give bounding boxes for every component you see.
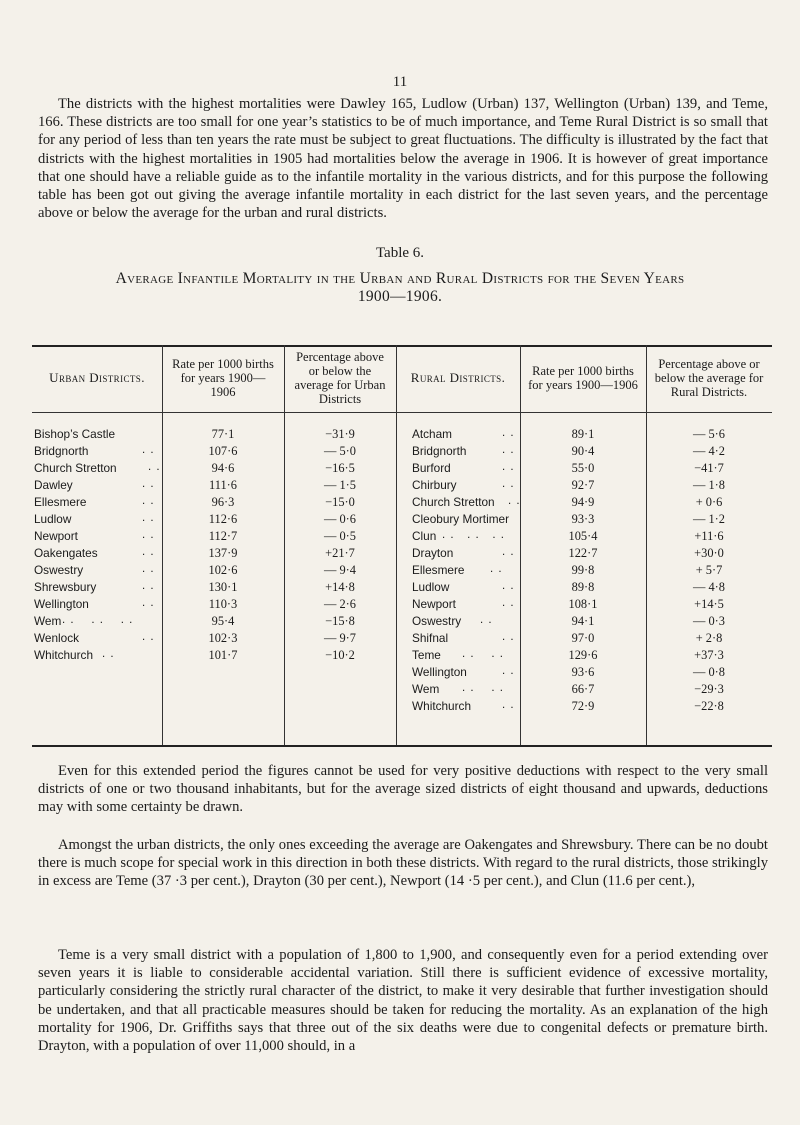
rural-district-name: Drayton — [412, 546, 454, 560]
urban-percentage: — 0·6 — [323, 512, 356, 526]
urban-rate: 137·9 — [208, 546, 238, 560]
urban-rate: 77·1 — [211, 427, 235, 441]
urban-percentage: −16·5 — [325, 461, 355, 475]
rural-percentage: +37·3 — [694, 648, 724, 662]
leader-dots: . . — [142, 478, 155, 490]
urban-percentage: — 9·4 — [323, 563, 356, 577]
urban-rate: 112·7 — [208, 529, 238, 543]
rural-rate: 94·1 — [571, 614, 595, 628]
table-caption — [30, 270, 770, 306]
rural-district-name: Cleobury Mortimer — [412, 512, 510, 526]
urban-percentage: — 5·0 — [323, 444, 356, 458]
leader-dots: . . — [502, 665, 515, 677]
urban-district-name: Whitchurch — [34, 648, 94, 662]
rural-percentage: — 0·8 — [692, 665, 725, 679]
rural-percentage: + 0·6 — [695, 495, 723, 509]
rural-rate: 108·1 — [568, 597, 598, 611]
leader-dots: . . — [148, 461, 161, 473]
rural-rate: 66·7 — [571, 682, 595, 696]
urban-district-name: Church Stretton — [34, 461, 117, 475]
rural-district-name: Clun — [412, 529, 437, 543]
rural-percentage: — 0·3 — [692, 614, 725, 628]
rural-percentage: — 4·2 — [692, 444, 725, 458]
rural-district-name: Church Stretton — [412, 495, 495, 509]
leader-dots: . . . . — [462, 648, 504, 660]
urban-rate: 107·6 — [208, 444, 238, 458]
rural-rate: 92·7 — [571, 478, 595, 492]
urban-percentage: −15·0 — [325, 495, 355, 509]
leader-dots: . . — [508, 495, 521, 507]
leader-dots: . . — [502, 461, 515, 473]
urban-district-name: Wellington — [34, 597, 89, 611]
rural-district-name: Chirbury — [412, 478, 457, 492]
rural-rate: 55·0 — [571, 461, 595, 475]
urban-rate: 112·6 — [208, 512, 238, 526]
rural-district-name: Burford — [412, 461, 451, 475]
rural-rate: 93·6 — [571, 665, 595, 679]
urban-rate: 102·3 — [208, 631, 238, 645]
leader-dots: . . . . . . — [442, 529, 505, 541]
rural-percentage: — 1·8 — [692, 478, 725, 492]
leader-dots: . . — [142, 597, 155, 609]
leader-dots: . . — [502, 444, 515, 456]
rural-district-name: Newport — [412, 597, 456, 611]
leader-dots: . . — [502, 699, 515, 711]
header-rural-districts: Rural Districts. — [410, 370, 506, 385]
leader-dots: . . — [502, 546, 515, 558]
leader-dots: . . — [502, 580, 515, 592]
rural-district-name: Ludlow — [412, 580, 450, 594]
urban-rural-excess-paragraph: Amongst the urban districts, the only ones exceeding the average are Oakengates and Shrewsbury. There can be no doubt there is much scope for special work in this direction in both these districts. With regard to the rural districts, those strikingly in excess are Teme (37 ·3 per cent.), Drayton (30 per cent.), Newport (14 ·5 per cent.), and Clun (11.6 per cent.), — [38, 837, 768, 890]
table-row — [32, 682, 772, 699]
table-row — [32, 631, 772, 648]
table-row — [32, 495, 772, 512]
leader-dots: . . . . . . — [62, 614, 134, 626]
rural-district-name: Bridgnorth — [412, 444, 467, 458]
rural-district-name: Shifnal — [412, 631, 449, 645]
rural-rate: 99·8 — [571, 563, 595, 577]
urban-percentage: — 0·5 — [323, 529, 356, 543]
urban-district-name: Newport — [34, 529, 78, 543]
rural-rate: 122·7 — [568, 546, 598, 560]
rural-district-name: Teme — [412, 648, 441, 662]
rural-rate: 90·4 — [571, 444, 595, 458]
urban-district-name: Wem — [34, 614, 62, 628]
urban-rate: 95·4 — [211, 614, 235, 628]
rural-percentage: + 5·7 — [695, 563, 723, 577]
rural-rate: 94·9 — [571, 495, 595, 509]
header-rural-percentage: Percentage above or below the average for Rural Districts. — [654, 357, 764, 399]
table-row — [32, 529, 772, 546]
urban-percentage: +14·8 — [325, 580, 355, 594]
rural-rate: 89·1 — [571, 427, 595, 441]
table-row — [32, 512, 772, 529]
rural-percentage: −22·8 — [694, 699, 724, 713]
urban-percentage: −15·8 — [325, 614, 355, 628]
table-row — [32, 580, 772, 597]
rural-district-name: Whitchurch — [412, 699, 472, 713]
urban-rate: 110·3 — [208, 597, 238, 611]
urban-district-name: Bridgnorth — [34, 444, 89, 458]
rural-percentage: −29·3 — [694, 682, 724, 696]
page-number: 11 — [392, 74, 408, 90]
table-row — [32, 563, 772, 580]
table-row — [32, 665, 772, 682]
rural-percentage: + 2·8 — [695, 631, 723, 645]
rural-percentage: +14·5 — [694, 597, 724, 611]
table-row — [32, 699, 772, 716]
rural-percentage: — 5·6 — [692, 427, 725, 441]
table-row — [32, 478, 772, 495]
rural-district-name: Oswestry — [412, 614, 462, 628]
header-urban-percentage: Percentage above or below the average for Urban Districts — [294, 350, 386, 406]
table-label: Table 6. — [375, 245, 425, 261]
urban-rate: 111·6 — [209, 478, 237, 492]
urban-district-name: Shrewsbury — [34, 580, 97, 594]
urban-rate: 94·6 — [211, 461, 235, 475]
urban-rate: 130·1 — [208, 580, 238, 594]
leader-dots: . . — [142, 546, 155, 558]
table-bottom-rule — [32, 745, 772, 747]
urban-percentage: — 1·5 — [323, 478, 356, 492]
urban-district-name: Oakengates — [34, 546, 98, 560]
urban-percentage: +21·7 — [325, 546, 355, 560]
urban-percentage: −31·9 — [325, 427, 355, 441]
urban-rate: 102·6 — [208, 563, 238, 577]
leader-dots: . . — [142, 444, 155, 456]
leader-dots: . . . . — [462, 682, 504, 694]
leader-dots: . . — [142, 563, 155, 575]
header-rural-rate: Rate per 1000 births for years 1900—1906 — [528, 364, 638, 392]
leader-dots: . . — [142, 512, 155, 524]
urban-district-name: Bishop’s Castle — [34, 427, 116, 441]
leader-dots: . . — [142, 631, 155, 643]
rural-rate: 129·6 — [568, 648, 598, 662]
urban-percentage: — 9·7 — [323, 631, 356, 645]
leader-dots: . . — [502, 478, 515, 490]
rural-rate: 72·9 — [571, 699, 595, 713]
teme-paragraph: Teme is a very small district with a population of 1,800 to 1,900, and consequently even for a period extending over seven years it is liable to considerable accidental variation. Still there is sufficient evidence of excessive mortality, particularly considering the strictly rural character of the district, to make it very desirable that further investigation should be undertaken, and that all practicable measures should be taken for reducing the mortality. As an explanation of the high mortality for 1906, Dr. Griffiths says that three out of the six deaths were due to congenital defects or premature birth. Drayton, with a population of over 11,000 should, in a — [38, 947, 768, 1055]
urban-district-name: Wenlock — [34, 631, 80, 645]
header-urban-districts: Urban Districts. — [49, 370, 145, 385]
leader-dots: . . — [142, 529, 155, 541]
leader-dots: . . — [480, 614, 493, 626]
urban-district-name: Ludlow — [34, 512, 72, 526]
table-caption-title: Average Infantile Mortality in the Urban and Rural Districts for the Seven Years — [115, 270, 685, 287]
rural-rate: 97·0 — [571, 631, 595, 645]
table-row — [32, 546, 772, 563]
table-row — [32, 444, 772, 461]
leader-dots: . . — [502, 427, 515, 439]
urban-percentage: −10·2 — [325, 648, 355, 662]
rural-district-name: Wem — [412, 682, 440, 696]
rural-rate: 89·8 — [571, 580, 595, 594]
urban-rate: 96·3 — [211, 495, 235, 509]
urban-district-name: Dawley — [34, 478, 73, 492]
intro-paragraph: The districts with the highest mortalities were Dawley 165, Ludlow (Urban) 137, Wellington (Urban) 139, and Teme, 166. These districts are too small for one year’s statistics to be of much importance, and Teme Rural District is so small that for any period of less than ten years the rate must be subject to great fluctuations. The difficulty is illustrated by the fact that districts with the highest mortalities in 1905 had mortalities below the average in 1906. It is however of great importance that one should have a reliable guide as to the infantile mortality in the various districts, and for this purpose the following table has been got out giving the average infantile mortality in each district for the last seven years, and the percentage above or below the average for the urban and rural districts. — [38, 96, 768, 222]
urban-district-name: Ellesmere — [34, 495, 87, 509]
header-urban-rate: Rate per 1000 births for years 1900—1906 — [172, 357, 274, 399]
table-header-rule — [32, 412, 772, 413]
deductions-paragraph: Even for this extended period the figures cannot be used for very positive deductions with respect to the very small districts of one or two thousand inhabitants, but for the average sized districts of eight thousand and upwards, deductions may with some certainty be drawn. — [38, 763, 768, 816]
table-caption-years: 1900—1906. — [357, 288, 443, 305]
leader-dots: . . — [502, 631, 515, 643]
table-row — [32, 597, 772, 614]
rural-district-name: Ellesmere — [412, 563, 465, 577]
leader-dots: . . — [490, 563, 503, 575]
table-row — [32, 461, 772, 478]
table-row — [32, 427, 772, 444]
rural-district-name: Atcham — [412, 427, 452, 441]
leader-dots: . . — [142, 495, 155, 507]
rural-percentage: −41·7 — [694, 461, 724, 475]
urban-percentage: — 2·6 — [323, 597, 356, 611]
rural-percentage: +11·6 — [694, 529, 724, 543]
rural-percentage: — 1·2 — [692, 512, 725, 526]
rural-percentage: +30·0 — [694, 546, 724, 560]
rural-district-name: Wellington — [412, 665, 467, 679]
table-row — [32, 648, 772, 665]
urban-rate: 101·7 — [208, 648, 238, 662]
leader-dots: . . — [102, 648, 115, 660]
leader-dots: . . — [142, 580, 155, 592]
rural-percentage: — 4·8 — [692, 580, 725, 594]
rural-rate: 93·3 — [571, 512, 595, 526]
rural-rate: 105·4 — [568, 529, 598, 543]
table-row — [32, 614, 772, 631]
urban-district-name: Oswestry — [34, 563, 84, 577]
leader-dots: . . — [502, 597, 515, 609]
infant-mortality-table — [32, 315, 772, 749]
